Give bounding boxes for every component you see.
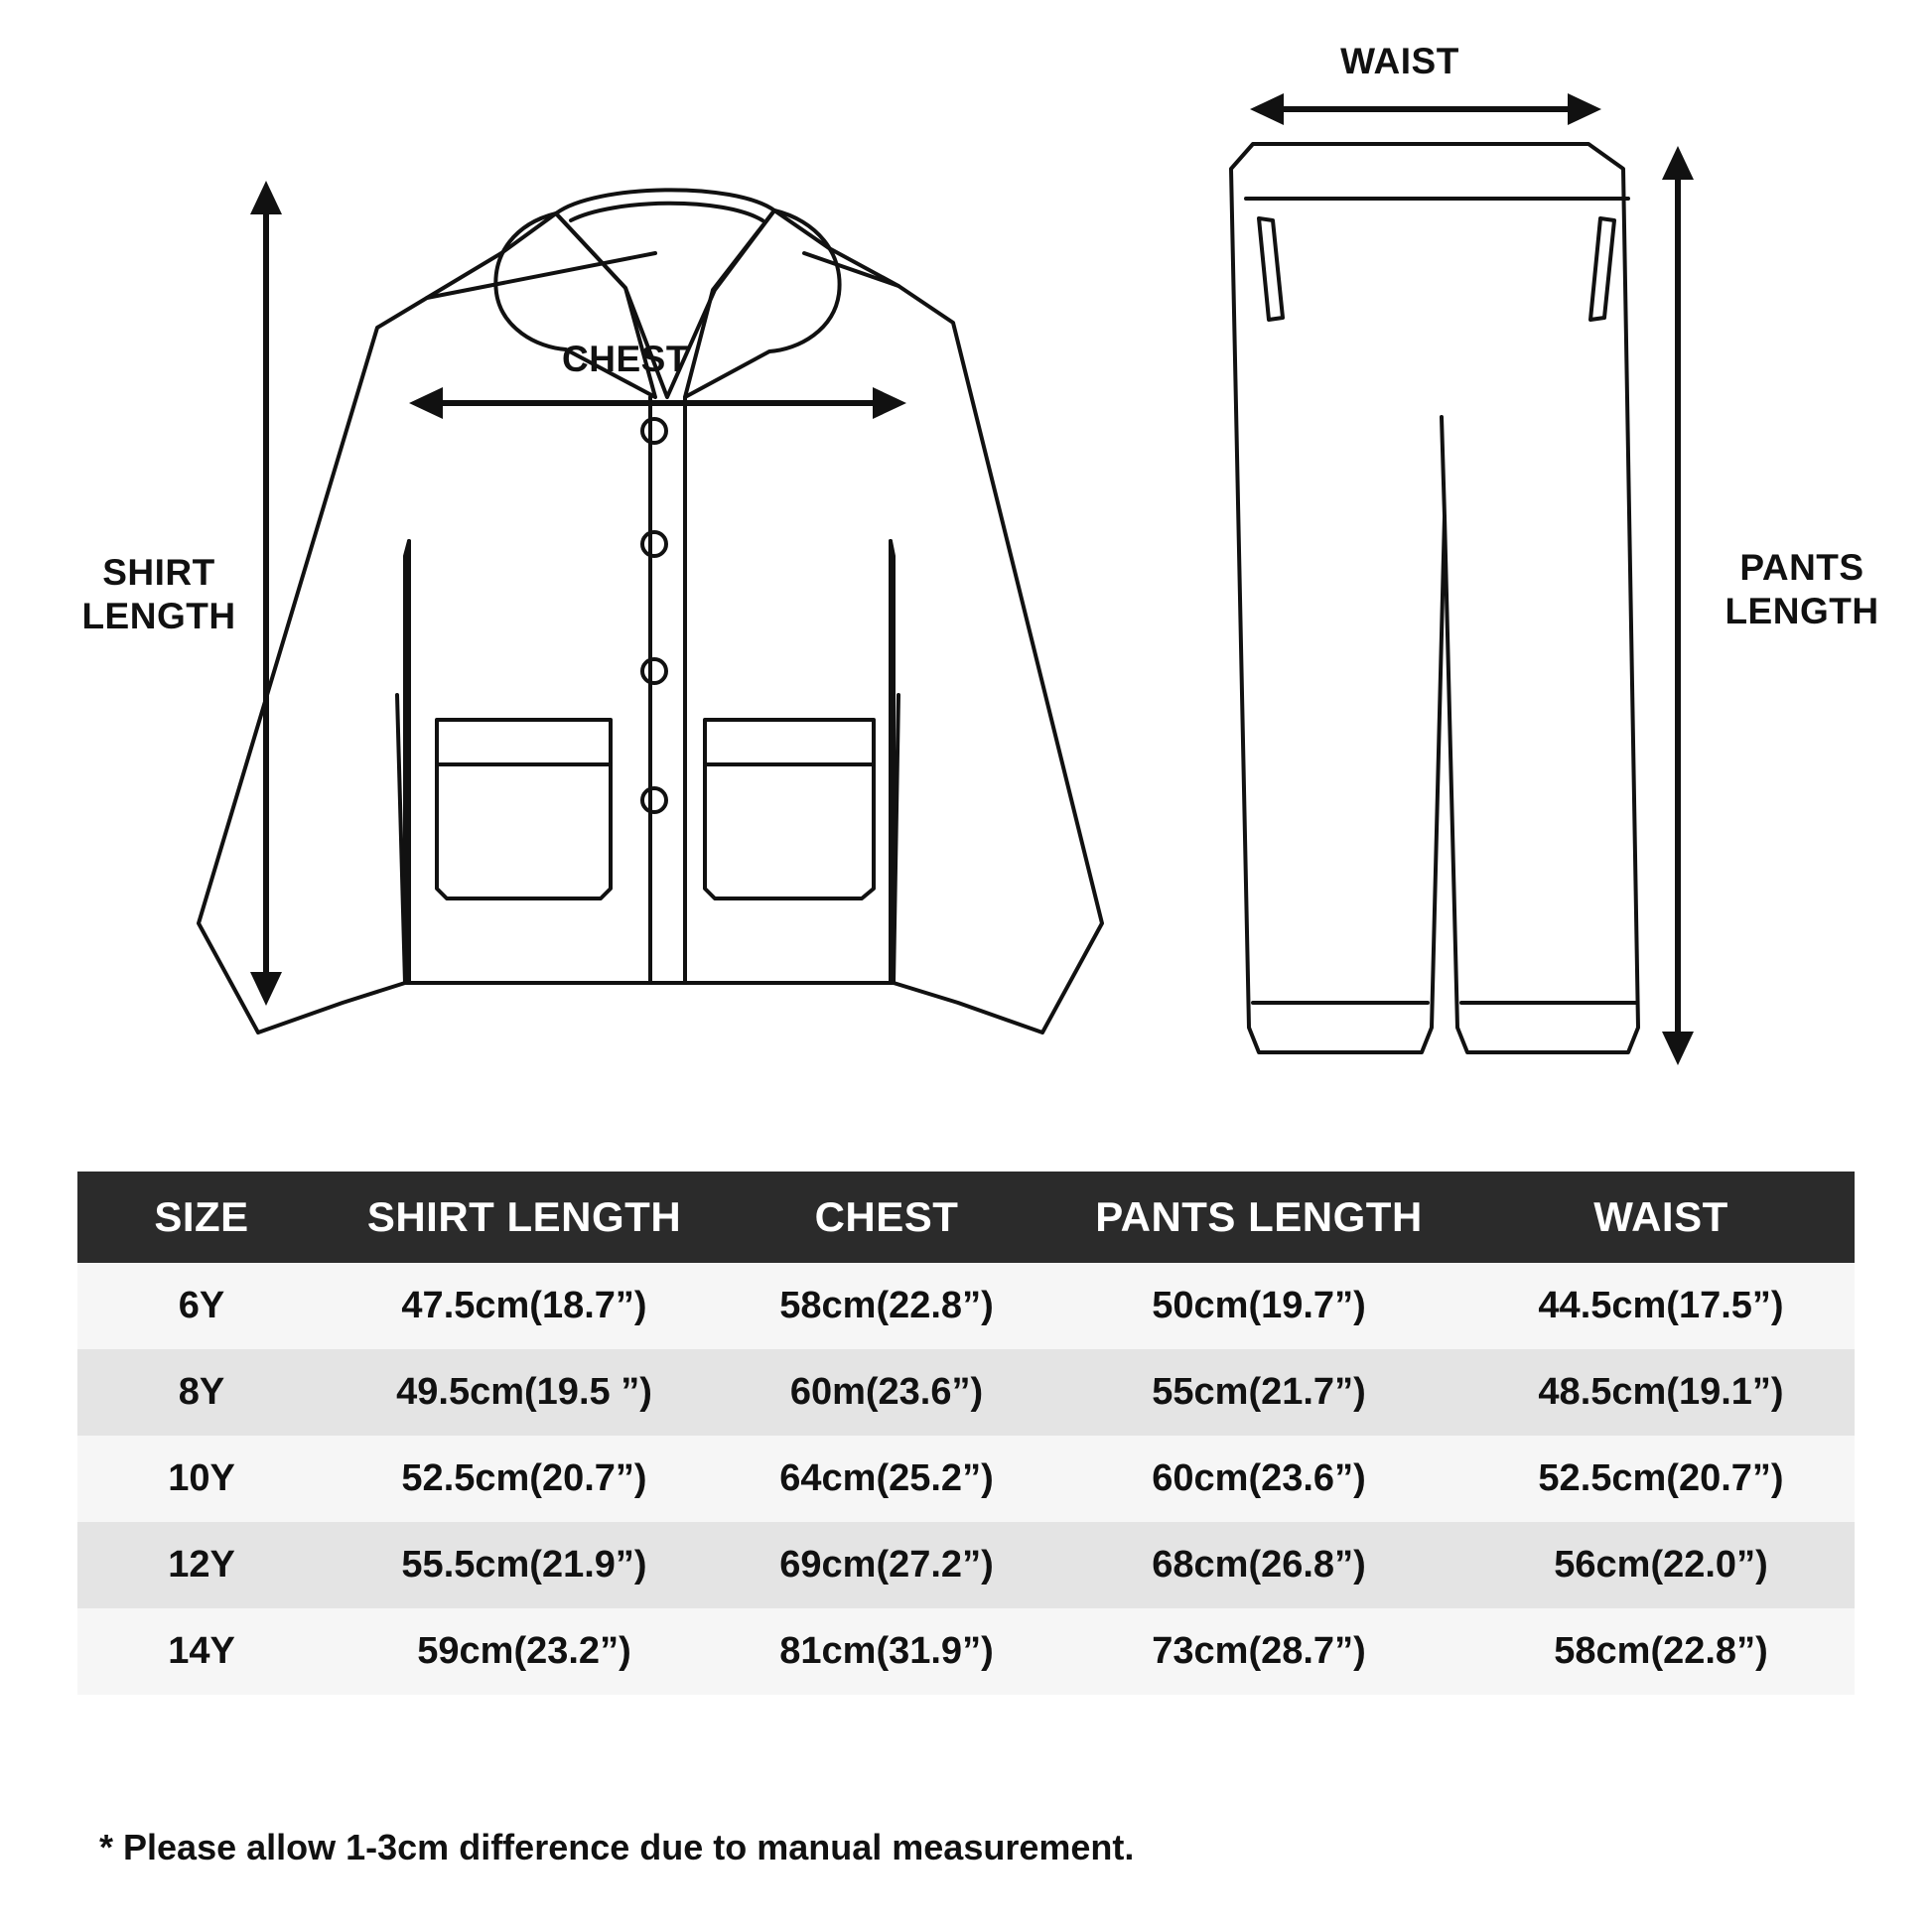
column-header-waist: WAIST [1467,1172,1855,1263]
label-shirt-length-line1: SHIRT [102,552,215,593]
measurement-footnote: * Please allow 1-3cm difference due to manual measurement. [99,1827,1135,1867]
label-shirt-length [50,551,268,637]
column-header-chest: CHEST [723,1172,1050,1263]
cell-chest: 58cm(22.8”) [723,1263,1050,1349]
cell-size: 6Y [77,1263,326,1349]
cell-pants-length: 60cm(23.6”) [1050,1436,1467,1522]
cell-pants-length: 73cm(28.7”) [1050,1608,1467,1695]
label-waist: WAIST [1340,41,1459,81]
column-header-size: SIZE [77,1172,326,1263]
label-chest: CHEST [562,339,689,379]
table-row [77,1263,1855,1349]
label-pants-length-line1: PANTS [1739,547,1864,588]
table-row [77,1522,1855,1608]
cell-shirt-length: 52.5cm(20.7”) [326,1436,723,1522]
cell-chest: 64cm(25.2”) [723,1436,1050,1522]
cell-size: 10Y [77,1436,326,1522]
size-table [77,1172,1855,1695]
column-header-pants-length: PANTS LENGTH [1050,1172,1467,1263]
cell-shirt-length: 47.5cm(18.7”) [326,1263,723,1349]
cell-chest: 81cm(31.9”) [723,1608,1050,1695]
cell-chest: 60m(23.6”) [723,1349,1050,1436]
size-table-container [77,1172,1855,1695]
cell-pants-length: 50cm(19.7”) [1050,1263,1467,1349]
cell-waist: 48.5cm(19.1”) [1467,1349,1855,1436]
cell-pants-length: 55cm(21.7”) [1050,1349,1467,1436]
cell-shirt-length: 59cm(23.2”) [326,1608,723,1695]
measure-arrows [250,93,1694,1065]
cell-pants-length: 68cm(26.8”) [1050,1522,1467,1608]
table-header [77,1172,1855,1263]
cell-waist: 44.5cm(17.5”) [1467,1263,1855,1349]
shirt-illustration [199,190,1102,1033]
pants-illustration [1231,144,1638,1052]
cell-waist: 56cm(22.0”) [1467,1522,1855,1608]
cell-shirt-length: 55.5cm(21.9”) [326,1522,723,1608]
label-pants-length [1688,546,1916,632]
label-pants-length-line2: LENGTH [1725,590,1879,631]
cell-waist: 52.5cm(20.7”) [1467,1436,1855,1522]
label-shirt-length-line2: LENGTH [81,595,236,636]
cell-size: 12Y [77,1522,326,1608]
cell-chest: 69cm(27.2”) [723,1522,1050,1608]
table-row [77,1349,1855,1436]
column-header-shirt-length: SHIRT LENGTH [326,1172,723,1263]
cell-waist: 58cm(22.8”) [1467,1608,1855,1695]
table-row [77,1436,1855,1522]
cell-size: 8Y [77,1349,326,1436]
cell-size: 14Y [77,1608,326,1695]
table-body [77,1263,1855,1695]
cell-shirt-length: 49.5cm(19.5 ”) [326,1349,723,1436]
table-row [77,1608,1855,1695]
table-header-row [77,1172,1855,1263]
